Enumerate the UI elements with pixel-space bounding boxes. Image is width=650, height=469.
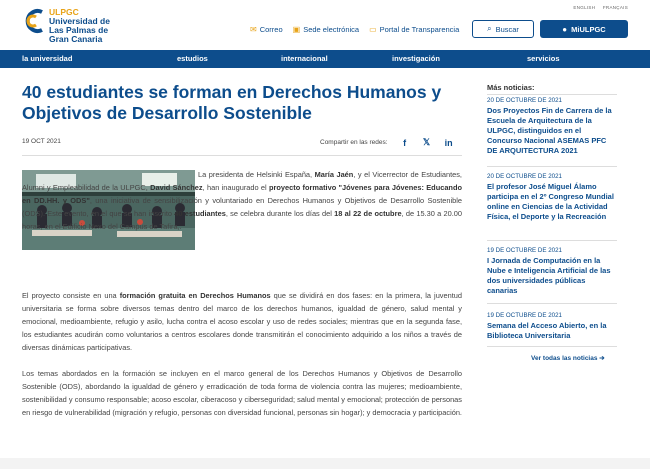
search-icon: ⌕ <box>487 24 492 33</box>
news-date: 20 DE OCTUBRE DE 2021 <box>487 173 562 180</box>
main-nav <box>0 50 650 68</box>
sidebar-divider <box>487 303 617 304</box>
share-bar <box>320 137 454 148</box>
sidebar-divider <box>487 166 617 167</box>
mail-link[interactable] <box>250 25 283 34</box>
ulpgc-logo[interactable] <box>22 8 110 44</box>
monitor-icon: ▭ <box>369 25 377 34</box>
nav-item-servicios[interactable]: servicios <box>527 54 560 63</box>
linkedin-icon[interactable]: in <box>444 137 453 148</box>
news-item[interactable] <box>487 173 617 222</box>
article-title: 40 estudiantes se forman en Derechos Humanos y Objetivos de Desarrollo Sostenible <box>22 82 442 123</box>
bottom-bar <box>0 458 650 469</box>
news-item[interactable] <box>487 247 617 296</box>
sede-electronica-link[interactable] <box>293 25 359 34</box>
search-button-label: Buscar <box>495 24 519 34</box>
article-paragraph-2: El proyecto consiste en una formación gratuita en Derechos Humanos que se dividirá en dos fases: en la primera, la juventud universitaria se forma sobre diversos temas dentro del marco de los derechos humanos, igualdad de género, salud mental y emocional, medioambiente, refugio y asilo, lucha contra el acoso escolar y uso de redes sociales; mientras que en la segunda fase, los estudiantes acudirán como voluntarios a centros escolares donde transmitirán el conocimiento adquirido a los niños a través de diversas dinámicas participativas. <box>22 291 462 352</box>
mail-link-label: Correo <box>259 25 283 34</box>
header-divider <box>22 155 462 156</box>
sede-link-label: Sede electrónica <box>303 25 360 34</box>
logo-line-2: Las Palmas de <box>49 25 109 35</box>
news-item[interactable] <box>487 97 617 156</box>
news-date: 20 DE OCTUBRE DE 2021 <box>487 97 562 104</box>
nav-item-estudios[interactable]: estudios <box>177 54 208 63</box>
share-label: Compartir en las redes: <box>320 139 388 146</box>
nav-item-internacional[interactable]: internacional <box>281 54 328 63</box>
top-links <box>250 25 469 34</box>
news-headline[interactable]: I Jornada de Computación en la Nube e Inteligencia Artificial de las dos universidades públicas canarias <box>487 256 611 295</box>
article-paragraph-1: La presidenta de Helsinki España, María Jaén, y el Vicerrector de Estudiantes, Alumni y Empleabilidad de la ULPGC, David Sánchez, han inaugurado el proyecto formativo "Jóvenes para Jóvenes: Educando en DD.HH. y ODS", una iniciativa de sensibilización y voluntariado en Derechos Humanos y Objetivos de Desarrollo Sostenible (ODS). Este evento, en el que se han inscrito 40 estudiantes, se celebra durante los días del 18 al 22 de octubre, de 15.30 a 20.00 horas, en el Edificio Nexo del Campus de Tafira,. <box>22 170 462 231</box>
article-date: 19 OCT 2021 <box>22 138 61 145</box>
nav-item-la-universidad[interactable]: la universidad <box>22 54 73 63</box>
twitter-icon[interactable]: 𝕏 <box>422 137 431 147</box>
news-headline[interactable]: El profesor José Miguel Álamo participa en el 2º Congreso Mundial online en Ciencias de la Actividad Física, el Deporte y la Recreación <box>487 182 614 221</box>
sidebar-divider <box>487 94 617 95</box>
sidebar-divider <box>487 240 617 241</box>
article-paragraph-3: Los temas abordados en la formación se incluyen en el marco general de los Derechos Humanos y Objetivos de Desarrollo Sostenible (ODS), abordando la igualdad de género y erradicación de toda forma de violencia contra las mujeres; medioambiente, sostenibilidad y consumo responsable; acoso escolar, ciberacoso y ciberseguridad; salud mental y emocional; protección de personas en riesgo de vulnerabilidad (migración y refugio, personas con diversidad funcional, personas sin hogar); y democracia y participación. <box>22 369 462 417</box>
nav-item-investigacion[interactable]: investigación <box>392 54 440 63</box>
see-all-news-link[interactable]: Ver todas las noticias ➔ <box>531 355 605 362</box>
lang-french[interactable]: FRANÇAIS <box>602 5 628 10</box>
mail-icon: ✉ <box>250 25 257 34</box>
site-header <box>0 0 650 50</box>
miulpgc-button[interactable] <box>540 20 628 38</box>
miulpgc-button-label: MiULPGC <box>571 24 606 34</box>
ulpgc-logo-icon <box>22 8 46 34</box>
logo-line-1: Universidad de <box>49 16 110 26</box>
lang-english[interactable]: ENGLISH <box>573 5 596 10</box>
news-date: 19 DE OCTUBRE DE 2021 <box>487 247 562 254</box>
transparency-link-label: Portal de Transparencia <box>379 25 460 34</box>
language-switcher <box>567 5 628 10</box>
user-icon: ● <box>562 24 568 34</box>
news-headline[interactable]: Semana del Acceso Abierto, en la Biblioteca Universitaria <box>487 321 607 340</box>
sidebar-title: Más noticias: <box>487 83 535 92</box>
building-icon: ▣ <box>292 25 301 34</box>
news-headline[interactable]: Dos Proyectos Fin de Carrera de la Escuela de Arquitectura de la ULPGC, distinguidos en el Concurso Nacional ASEMAS PFC DE ARQUITECTURA 2021 <box>487 106 612 155</box>
logo-short-name: ULPGC <box>49 7 79 17</box>
facebook-icon[interactable]: f <box>403 137 407 148</box>
logo-line-3: Gran Canaria <box>49 34 103 44</box>
news-date: 19 DE OCTUBRE DE 2021 <box>487 312 562 319</box>
sidebar-divider <box>487 346 617 347</box>
search-button[interactable] <box>472 20 534 38</box>
news-item[interactable] <box>487 312 617 341</box>
transparency-portal-link[interactable] <box>369 25 459 34</box>
